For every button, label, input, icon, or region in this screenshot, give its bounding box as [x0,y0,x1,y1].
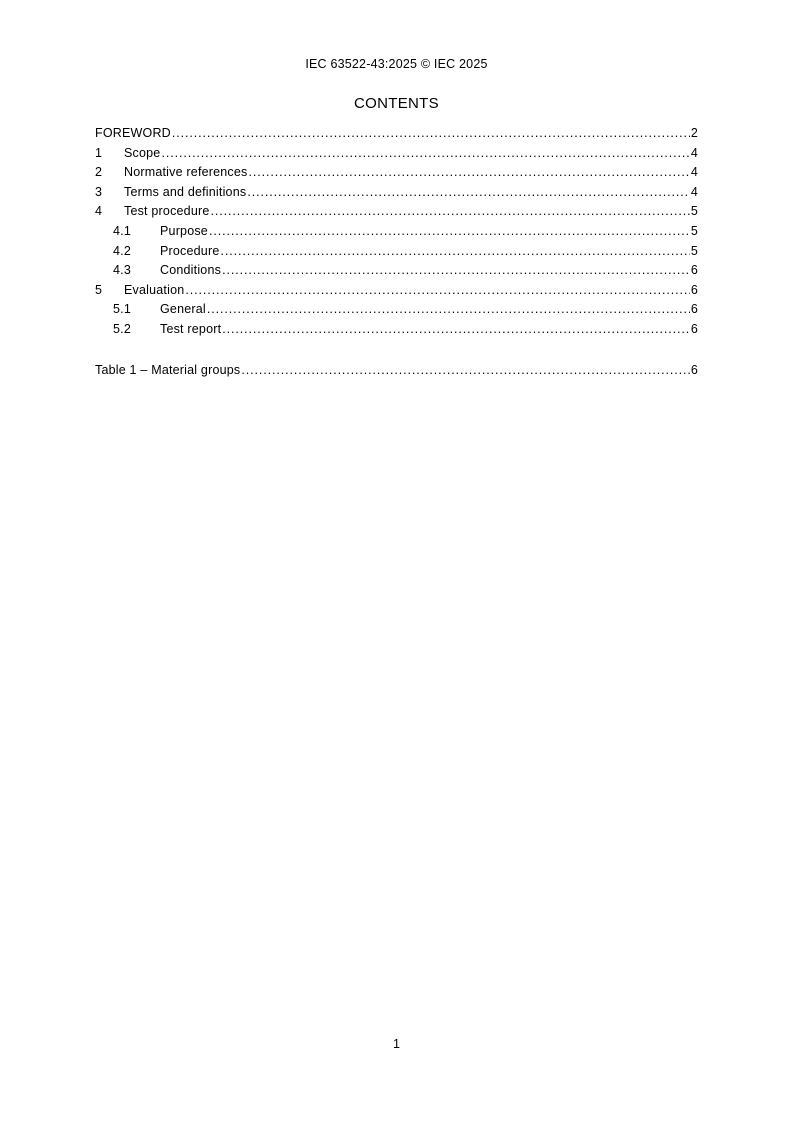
toc-entry-title: Scope [124,145,161,160]
toc-entry-title: Procedure [160,243,220,258]
toc-entry-number: 2 [95,165,103,180]
toc-leader-dots [249,165,690,179]
toc-entry-title: Normative references [124,165,248,180]
toc-entry-purpose[interactable] [95,224,698,244]
toc-entry-table-1[interactable] [95,363,698,383]
toc-entry-number: 3 [95,184,103,199]
table-of-contents [95,126,698,382]
toc-entry-title: Test report [160,321,222,336]
toc-entry-number: 1 [95,145,103,160]
toc-entry-page: 5 [690,204,698,219]
toc-leader-dots [172,126,690,140]
toc-entry-terms-and-definitions[interactable] [95,185,698,205]
toc-leader-dots [209,224,690,238]
toc-entry-page: 4 [690,184,698,199]
toc-entry-title: FOREWORD [95,126,171,140]
toc-entry-general[interactable] [95,302,698,322]
toc-leader-dots [241,363,689,377]
toc-leader-dots [185,283,689,297]
page-header: IEC 63522-43:2025 © IEC 2025 [305,57,488,71]
toc-leader-dots [222,263,690,277]
toc-entry-page: 4 [690,165,698,180]
toc-entry-title: Terms and definitions [124,184,247,199]
toc-entry-number: 5 [95,282,103,297]
toc-entry-number: 4 [95,204,103,219]
toc-leader-dots [247,185,690,199]
toc-leader-dots [210,204,689,218]
toc-entry-scope[interactable] [95,146,698,166]
toc-entry-conditions[interactable] [95,263,698,283]
toc-entry-page: 6 [690,302,698,317]
toc-leader-dots [220,244,689,258]
toc-entry-page: 6 [690,282,698,297]
toc-entry-foreword[interactable] [95,126,698,146]
toc-entry-page: 6 [690,263,698,278]
toc-entry-title: Conditions [160,263,222,278]
toc-entry-title: Purpose [160,223,208,238]
toc-leader-dots [222,322,690,336]
toc-entry-procedure[interactable] [95,244,698,264]
toc-entry-page: 5 [690,243,698,258]
page-number: 1 [393,1037,400,1051]
toc-entry-page: 5 [690,223,698,238]
toc-entry-test-procedure[interactable] [95,204,698,224]
toc-entry-number: 4.1 [113,223,131,238]
toc-entry-evaluation[interactable] [95,283,698,303]
toc-entry-title: Test procedure [124,204,210,219]
toc-entry-normative-references[interactable] [95,165,698,185]
toc-entry-page: 6 [690,321,698,336]
toc-leader-dots [207,302,690,316]
toc-entry-page: 6 [690,362,698,377]
toc-entry-title: Table 1 – Material groups [95,362,241,377]
toc-entry-number: 4.3 [113,263,131,278]
toc-entry-number: 5.2 [113,321,131,336]
toc-entry-number: 4.2 [113,243,131,258]
toc-entry-title: Evaluation [124,282,185,297]
toc-entry-number: 5.1 [113,302,131,317]
toc-leader-dots [161,146,689,160]
toc-entry-title: General [160,302,206,317]
contents-title: CONTENTS [354,95,439,112]
toc-entry-test-report[interactable] [95,322,698,342]
toc-entry-page: 4 [690,145,698,160]
toc-entry-page: 2 [690,126,698,140]
